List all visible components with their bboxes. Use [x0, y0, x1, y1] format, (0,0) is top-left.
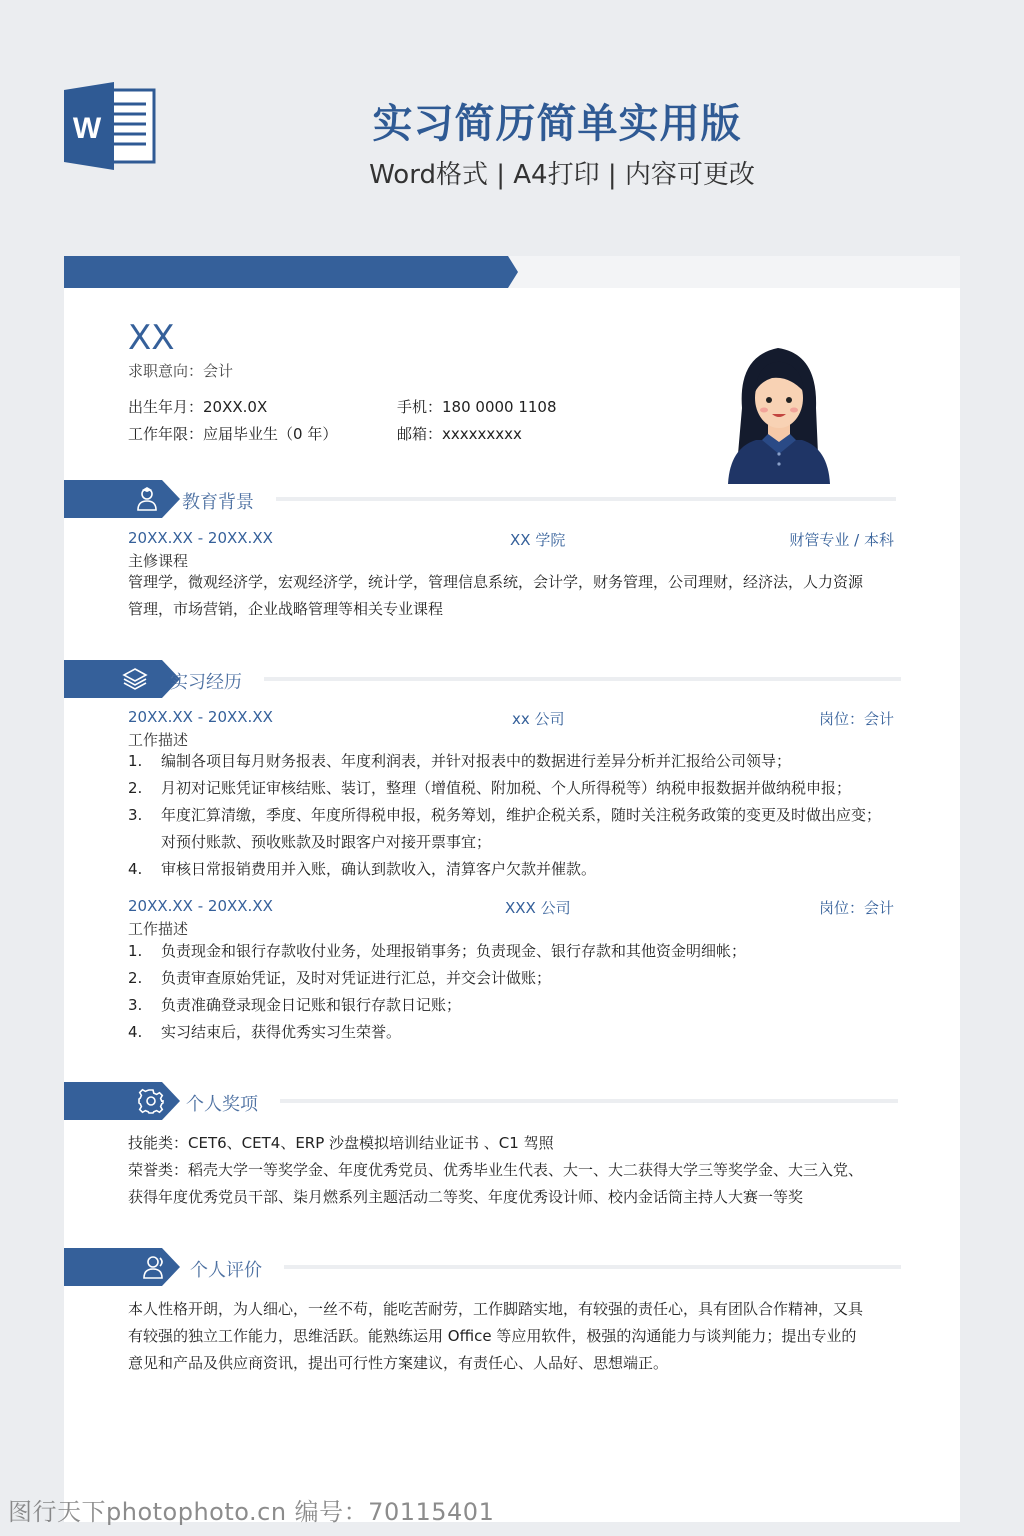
- list-item: 负责准确登录现金日记账和银行存款日记账；: [161, 996, 462, 1014]
- job-company: XXX 公司: [505, 899, 571, 917]
- job-desc-label: 工作描述: [128, 731, 189, 749]
- awards-honors-line: 荣誉类：稻壳大学一等奖学金、年度优秀党员、优秀毕业生代表、大一、大二获得大学三等奖学金、大三入党、: [128, 1161, 864, 1179]
- section-title-evaluation: 个人评价: [190, 1260, 262, 1281]
- job-date: 20XX.XX - 20XX.XX: [128, 708, 273, 726]
- candidate-name: XX: [128, 318, 175, 358]
- person-icon: [142, 1254, 168, 1280]
- gear-icon: [138, 1088, 164, 1114]
- job-position: 岗位：会计: [818, 899, 894, 917]
- list-item-number: 1.: [128, 752, 143, 770]
- top-band: [64, 256, 518, 288]
- section-education-header: [64, 480, 960, 518]
- section-title-education: 教育背景: [182, 492, 254, 513]
- list-item: 审核日常报销费用并入账，确认到款收入，清算客户欠款并催款。: [161, 860, 597, 878]
- evaluation-line: 意见和产品及供应商资讯，提出可行性方案建议，有责任心、人品好、思想端正。: [128, 1354, 669, 1372]
- awards-honors-line: 获得年度优秀党员干部、柒月燃系列主题活动二等奖、年度优秀设计师、校内金话筒主持人大赛一等奖: [128, 1188, 804, 1206]
- education-school: XX 学院: [510, 531, 566, 549]
- list-item-number: 2.: [128, 969, 143, 987]
- section-title-awards: 个人奖项: [186, 1094, 258, 1115]
- list-item-number: 4.: [128, 1023, 143, 1041]
- avatar: [720, 336, 838, 484]
- section-title-internship: 实习经历: [170, 672, 242, 693]
- birth-date: 出生年月：20XX.0X: [128, 398, 268, 416]
- job-intent: 求职意向：会计: [128, 362, 234, 380]
- evaluation-line: 有较强的独立工作能力，思维活跃。能熟练运用 Office 等应用软件，极强的沟通能力与谈判能力；提出专业的: [128, 1327, 857, 1345]
- education-major: 财管专业 / 本科: [789, 531, 894, 549]
- watermark: 图行天下photophoto.cn 编号：70115401: [8, 1498, 495, 1526]
- section-rule: [280, 1099, 898, 1103]
- page-title: 实习简历简单实用版: [372, 101, 742, 147]
- list-item: 年度汇算清缴，季度、年度所得税申报，税务筹划，维护企税关系，随时关注税务政策的变更及时做出应变；对预付账款、预收账款及时跟客户对接开票事宜；: [161, 806, 882, 851]
- section-rule: [264, 677, 901, 681]
- job-date: 20XX.XX - 20XX.XX: [128, 897, 273, 915]
- education-date: 20XX.XX - 20XX.XX: [128, 529, 273, 547]
- phone: 手机：180 0000 1108: [397, 398, 557, 416]
- job-position: 岗位：会计: [818, 710, 894, 728]
- list-item: 编制各项目每月财务报表、年度利润表，并针对报表中的数据进行差异分析并汇报给公司领导；: [161, 752, 792, 770]
- section-rule: [276, 497, 896, 501]
- section-evaluation-header: [64, 1248, 960, 1286]
- courses-line: 管理学，微观经济学，宏观经济学，统计学，管理信息系统，会计学，财务管理，公司理财，经济法，人力资源: [128, 573, 864, 591]
- job-company: xx 公司: [512, 710, 565, 728]
- list-item: 负责现金和银行存款收付业务，处理报销事务；负责现金、银行存款和其他资金明细帐；: [161, 942, 747, 960]
- awards-skills: 技能类：CET6、CET4、ERP 沙盘模拟培训结业证书 、C1 驾照: [128, 1134, 554, 1152]
- section-tab: [64, 480, 180, 518]
- courses-line: 管理，市场营销，企业战略管理等相关专业课程: [128, 600, 444, 618]
- section-rule: [284, 1265, 901, 1269]
- work-years: 工作年限：应届毕业生（0 年）: [128, 425, 338, 443]
- evaluation-line: 本人性格开朗，为人细心，一丝不苟，能吃苦耐劳，工作脚踏实地，有较强的责任心，具有团队合作精神，又具: [128, 1300, 864, 1318]
- list-item: 实习结束后，获得优秀实习生荣誉。: [161, 1023, 402, 1041]
- resume-sheet: [64, 256, 960, 1522]
- email: 邮箱：xxxxxxxxx: [397, 425, 522, 443]
- list-item-number: 3.: [128, 806, 143, 824]
- graduate-icon: [134, 486, 160, 512]
- section-internship-header: [64, 660, 960, 698]
- list-item: 负责审查原始凭证，及时对凭证进行汇总，并交会计做账；: [161, 969, 552, 987]
- section-awards-header: [64, 1082, 960, 1120]
- job-desc-label: 工作描述: [128, 920, 189, 938]
- layers-icon: [122, 666, 148, 692]
- page-subtitle: Word格式 | A4打印 | 内容可更改: [369, 160, 755, 190]
- courses-label: 主修课程: [128, 552, 189, 570]
- list-item-number: 2.: [128, 779, 143, 797]
- list-item-number: 1.: [128, 942, 143, 960]
- list-item-number: 3.: [128, 996, 143, 1014]
- word-logo-letter: W: [72, 112, 102, 145]
- list-item: 月初对记账凭证审核结账、装订，整理（增值税、附加税、个人所得税等）纳税申报数据并做纳税申报；: [161, 779, 852, 797]
- list-item-number: 4.: [128, 860, 143, 878]
